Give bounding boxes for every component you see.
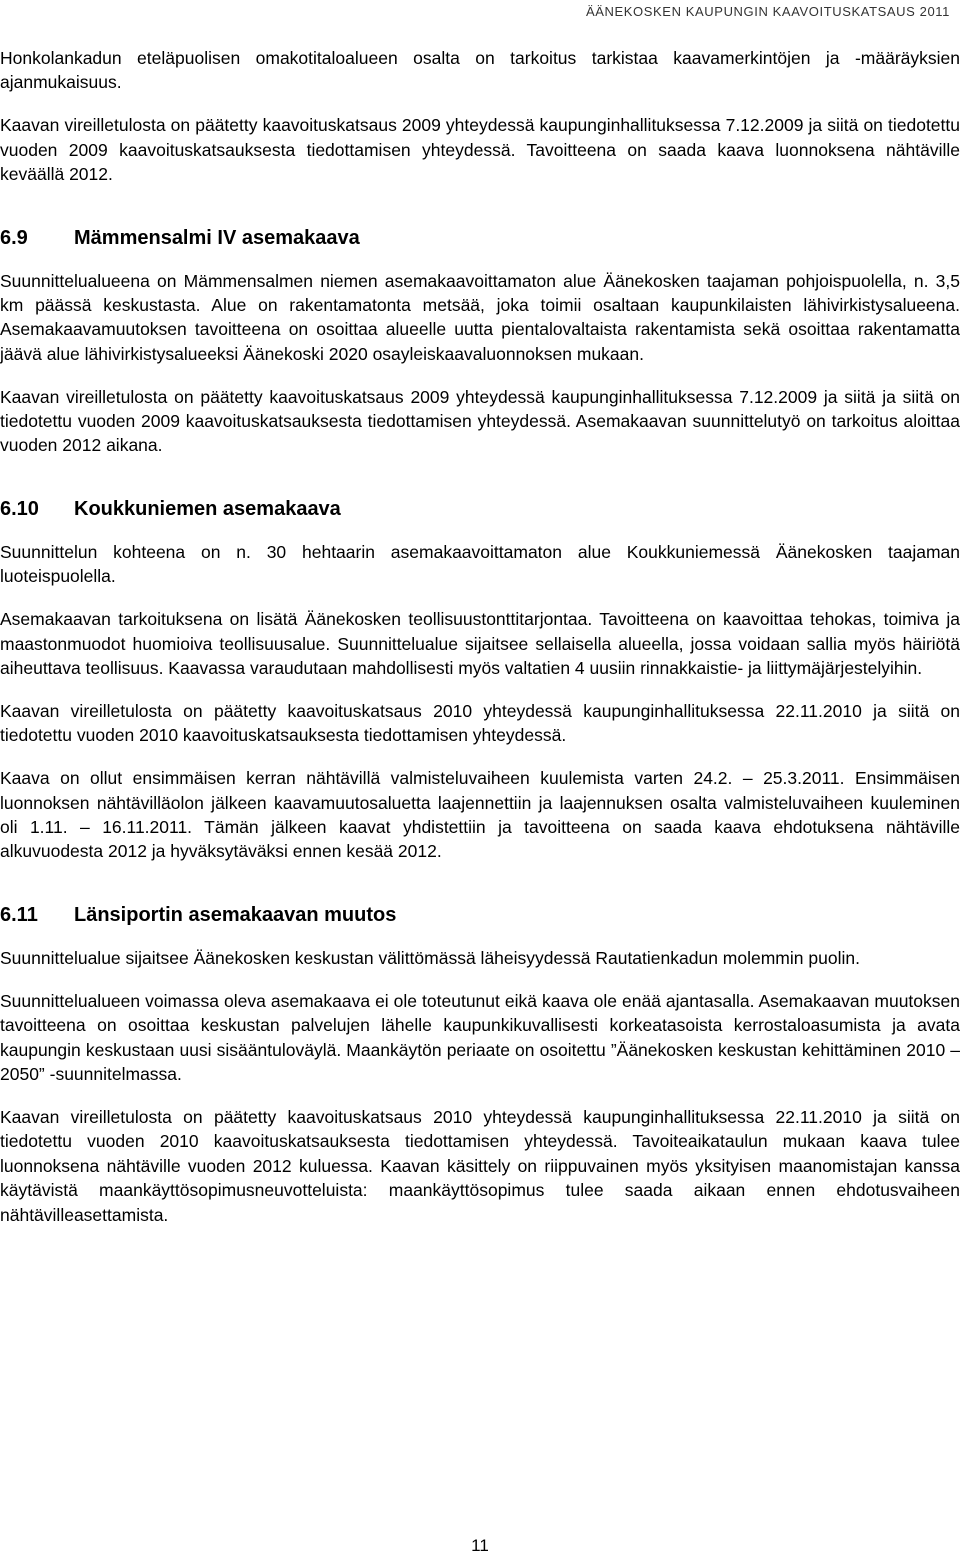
section-title: Koukkuniemen asemakaava — [74, 497, 341, 520]
section-number: 6.10 — [0, 497, 39, 520]
paragraph: Honkolankadun eteläpuolisen omakotitaloalueen osalta on tarkoitus tarkistaa kaavamerkintöjen ja -määräyksien ajanmukaisuus. — [0, 48, 960, 93]
paragraph: Kaava on ollut ensimmäisen kerran nähtävillä valmisteluvaiheen kuulemista varten 24.2. – 25.3.2011. Ensimmäisen luonnoksen nähtävilläolon jälkeen kaavamuutosaluetta laajennettiin ja laajennuksen osalta valmisteluvaiheen kuuleminen oli 1.11. – 16.11.2011. Tämän jälkeen kaavat yhdistettiin ja tavoitteena on saada kaava ehdotuksena nähtäville alkuvuodesta 2012 ja hyväksytäväksi ennen kesää 2012. — [0, 768, 960, 862]
paragraph: Suunnittelun kohteena on n. 30 hehtaarin asemakaavoittamaton alue Koukkuniemessä Äänekosken taajaman luoteispuolella. — [0, 541, 960, 587]
paragraph: Suunnittelualue sijaitsee Äänekosken keskustan välittömässä läheisyydessä Rautatienkadun molemmin puolin. — [0, 947, 860, 968]
section-heading-6-11 — [0, 901, 960, 929]
paragraph: Kaavan vireilletulosta on päätetty kaavoituskatsaus 2009 yhteydessä kaupunginhallituksessa 7.12.2009 ja siitä ja siitä on tiedotettu vuoden 2009 kaavoituskatsauksesta tiedottamisen yhteydessä. Asemakaavan suunnittelutyö on tarkoitus aloittaa vuoden 2012 aikana. — [0, 386, 960, 456]
paragraph: Suunnittelualueen voimassa oleva asemakaava ei ole toteutunut eikä kaava ole enää ajantasalla. Asemakaavan muutoksen tavoitteena on osoittaa keskustan palvelujen lähelle kaupunkikuvallisesti korkeatasoista kerrostaloasumista ja avata kaupungin keskustaan uusi sisääntuloväylä. Maankäytön periaate on osoitettu ”Äänekosken keskustan kehittäminen 2010 – 2050” -suunnitelmassa. — [0, 990, 960, 1084]
section-title: Länsiportin asemakaavan muutos — [74, 903, 397, 926]
paragraph: Asemakaavan tarkoituksena on lisätä Äänekosken teollisuustonttitarjontaa. Tavoitteena on kaavoittaa tehokas, toimiva ja maastonmuodot huomioiva teollisuusalue. Suunnittelualue sijaitsee sellaisella alueella, jossa voidaan sallia myös häiriötä aiheuttava teollisuus. Kaavassa varaudutaan mahdollisesti myös valtatien 4 uusiin rinnakkaistie- ja liittymäjärjestelyihin. — [0, 609, 960, 678]
document-body — [0, 46, 960, 1227]
paragraph: Suunnittelualueena on Mämmensalmen niemen asemakaavoittamaton alue Äänekosken taajaman pohjoispuolella, n. 3,5 km päässä keskustasta. Alue on rakentamatonta metsää, joka toimii osaltaan kaupunkilaisten lähivirkistysalueena. Asemakaavamuutoksen tavoitteena on osoittaa alueelle uutta pientalovaltaista rakentamista sekä osoittaa rakentamatta jäävä alue lähivirkistysalueeksi Äänekoski 2020 osayleiskaavaluonnoksen mukaan. — [0, 270, 960, 364]
page-number: 11 — [471, 1536, 489, 1555]
running-header: ÄÄNEKOSKEN KAUPUNGIN KAAVOITUSKATSAUS 2011 — [585, 4, 950, 19]
paragraph: Kaavan vireilletulosta on päätetty kaavoituskatsaus 2010 yhteydessä kaupunginhallituksessa 22.11.2010 ja siitä on tiedotettu vuoden 2010 kaavoituskatsauksesta tiedottamisen yhteydessä. — [0, 700, 960, 746]
section-heading-6-9 — [0, 224, 960, 252]
section-number: 6.9 — [0, 226, 28, 249]
section-number: 6.11 — [0, 903, 38, 926]
section-heading-6-10 — [0, 495, 960, 523]
section-title: Mämmensalmi IV asemakaava — [74, 226, 360, 249]
paragraph: Kaavan vireilletulosta on päätetty kaavoituskatsaus 2009 yhteydessä kaupunginhallituksessa 7.12.2009 ja siitä on tiedotettu vuoden 2009 kaavoituskatsauksesta tiedottamisen yhteydessä. Tavoitteena on saada kaava luonnoksena nähtäville keväällä 2012. — [0, 115, 960, 185]
paragraph: Kaavan vireilletulosta on päätetty kaavoituskatsaus 2010 yhteydessä kaupunginhallituksessa 22.11.2010 ja siitä on tiedotettu vuoden 2010 kaavoituskatsauksesta tiedottamisen yhteydessä. Tavoiteaikataulun mukaan kaava tulee luonnoksena nähtäville vuoden 2012 kuluessa. Kaavan käsittely on riippuvainen myös yksityisen maanomistajan kanssa käytävistä maankäyttösopimusneuvotteluista: maankäyttösopimus tulee saada aikaan ennen ehdotusvaiheen nähtävilleasettamista. — [0, 1106, 960, 1225]
